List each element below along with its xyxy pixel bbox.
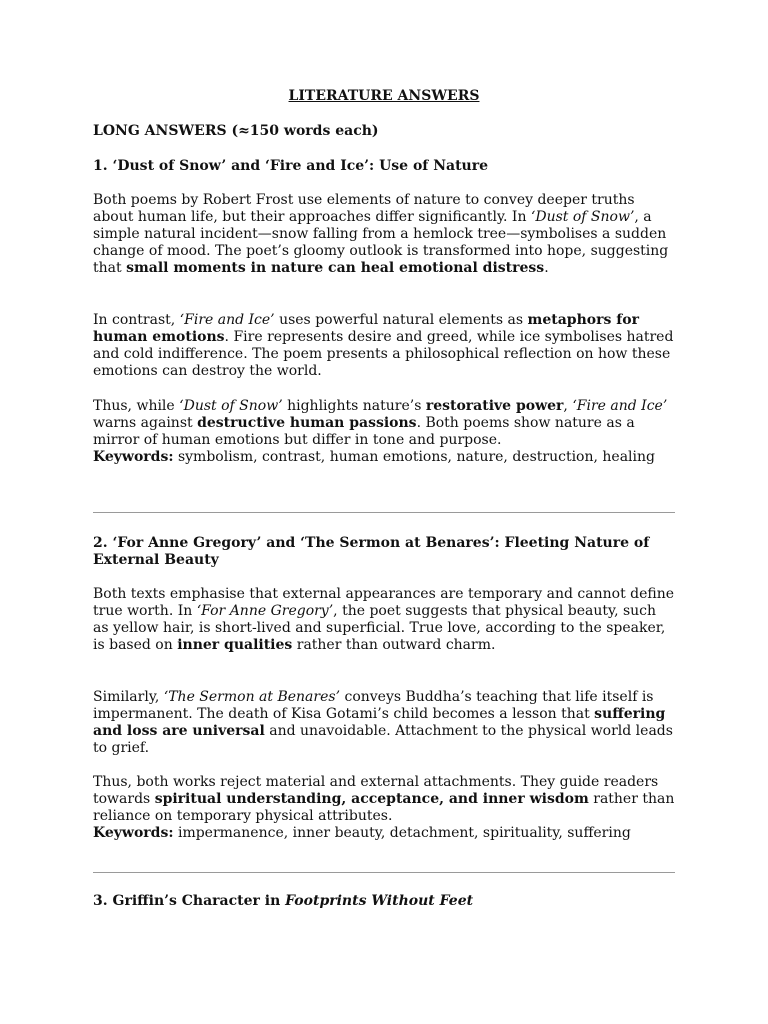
section-1-keywords-label: Keywords: bbox=[93, 449, 174, 465]
section-1-paragraph-1: Both poems by Robert Frost use elements of nature to convey deeper truths about human life, but their approaches differ significantly. In ‘Dust of Snow’, a simple natural incident—snow falling from a hemlock tree—symbolises a sudden change of mood. The poet’s gloomy outlook is transformed into hope, suggesting that small moments in nature can heal emotional distress. bbox=[93, 192, 669, 276]
section-3-heading: 3. Griffin’s Character in Footprints Without Feet bbox=[93, 893, 474, 909]
section-2-paragraph-1: Both texts emphasise that external appearances are temporary and cannot define true worth. In ‘For Anne Gregory’, the poet suggests that physical beauty, such as yellow hair, is short-lived and superficial. True love, according to the speaker, is based on inner qualities rather than outward charm. bbox=[93, 586, 675, 653]
section-2-paragraph-2: Similarly, ‘The Sermon at Benares’ conveys Buddha’s teaching that life itself is impermanent. The death of Kisa Gotami’s child becomes a lesson that suffering and loss are universal and unavoidable. Attachment to the physical world leads to grief. bbox=[93, 689, 673, 756]
section-1-paragraph-3: Thus, while ‘Dust of Snow’ highlights nature’s restorative power, ‘Fire and Ice’ warns against destructive human passions. Both poems show nature as a mirror of human emotions but differ in tone and purpose. Keywords: symbolism, contrast, human emotions, nature, destruction, healing bbox=[93, 398, 668, 465]
section-1-paragraph-2: In contrast, ‘Fire and Ice’ uses powerful natural elements as metaphors for human emotions. Fire represents desire and greed, while ice symbolises hatred and cold indifference. The poem presents a philosophical reflection on how these emotions can destroy the world. bbox=[93, 312, 674, 379]
section-2-paragraph-3: Thus, both works reject material and external attachments. They guide readers towards spiritual understanding, acceptance, and inner wisdom rather than reliance on temporary physical attributes. Keywords: impermanence, inner beauty, detachment, spirituality, suffering bbox=[93, 774, 675, 841]
section-1-heading: 1. ‘Dust of Snow’ and ‘Fire and Ice’: Use of Nature bbox=[93, 158, 488, 174]
long-answers-subheading: LONG ANSWERS (≈150 words each) bbox=[93, 123, 379, 139]
section-2-keywords: impermanence, inner beauty, detachment, spirituality, suffering bbox=[173, 825, 631, 841]
section-2-keywords-label: Keywords: bbox=[93, 825, 174, 841]
section-1-keywords: symbolism, contrast, human emotions, nature, destruction, healing bbox=[173, 449, 655, 465]
section-divider-1 bbox=[93, 512, 675, 513]
document-title: LITERATURE ANSWERS bbox=[288, 88, 480, 104]
section-2-heading: 2. ‘For Anne Gregory’ and ‘The Sermon at Benares’: Fleeting Nature of External Beauty bbox=[93, 535, 650, 568]
section-divider-2 bbox=[93, 872, 675, 873]
